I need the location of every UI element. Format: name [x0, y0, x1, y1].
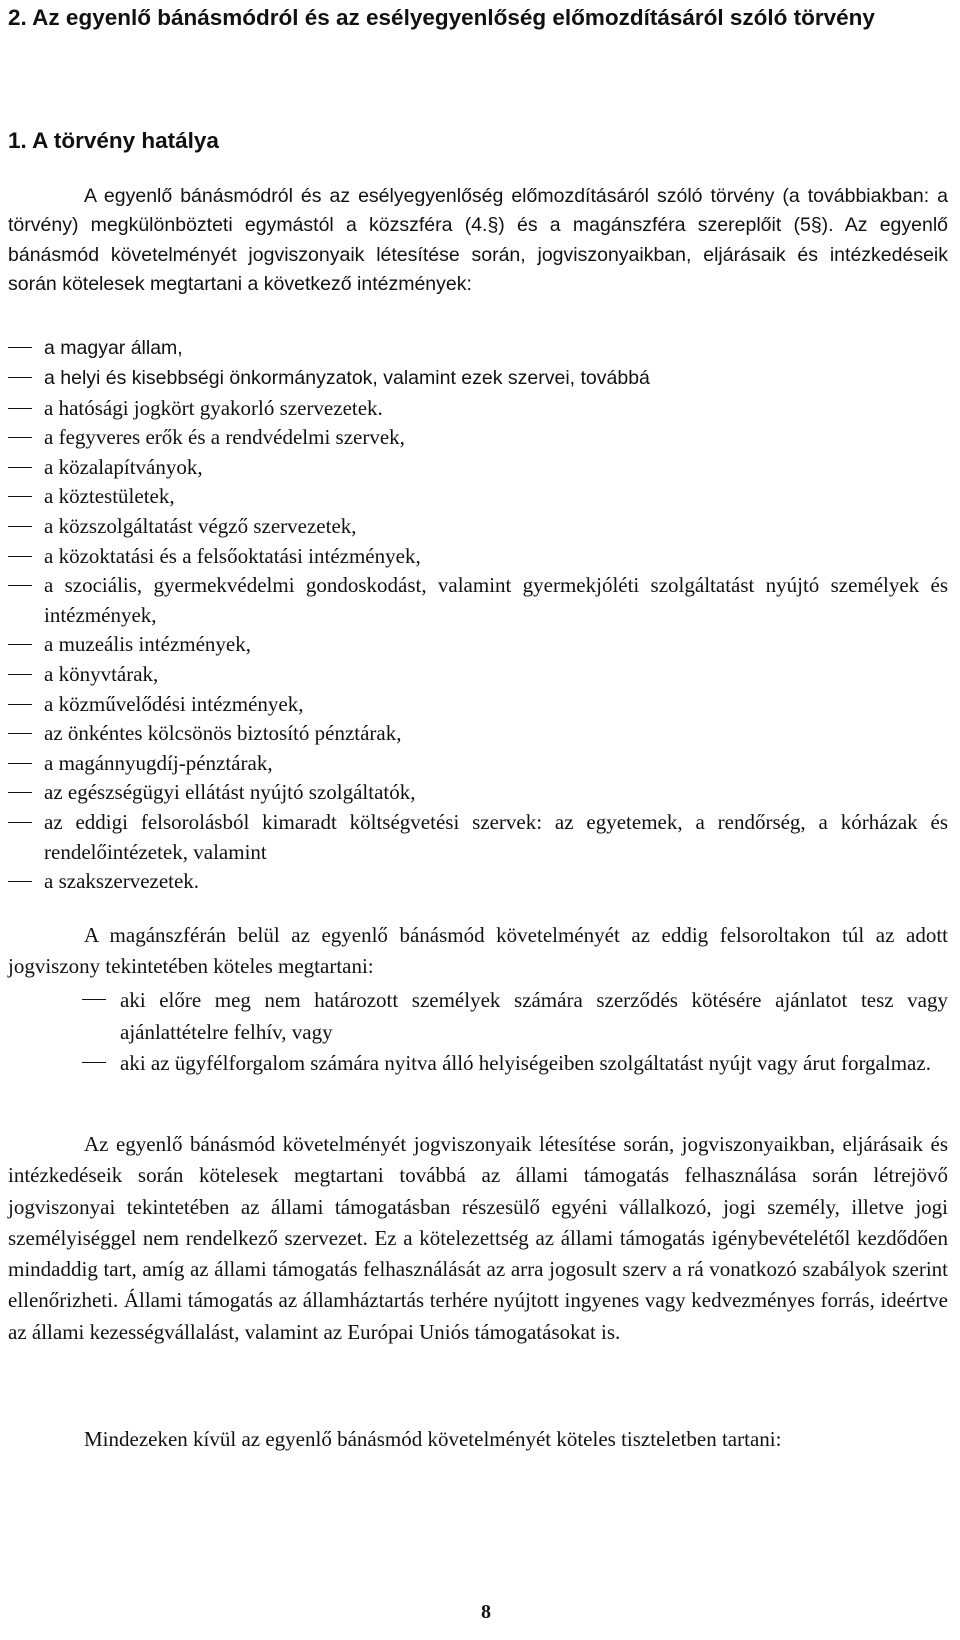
document-heading: 2. Az egyenlő bánásmódról és az esélyegyenlőség előmozdításáról szóló törvény — [8, 5, 875, 30]
state-aid-paragraph: Az egyenlő bánásmód követelményét jogviszonyaik létesítése során, jogviszonyaikban, eljárásaik és intézkedéseik során kötelesek megtartani továbbá az állami támogatás felhasználása során létrejövő jogviszonyai tekintetében az állami támogatásban részesülő egyéni vállalkozó, jogi személy, illetve jogi személyiséggel nem rendelkező szervezet. Ez a kötelezettség az állami támogatás igénybevételétől kezdődően mindaddig tart, amíg az állami támogatás felhasználását az arra jogosult szerv a rá vonatkozó szabályok szerint ellenőrizheti. Állami támogatás az államháztartás terhére nyújtott ingyenes vagy kedvezményes forrás, ideértve az állami kezességvállalást, valamint az Európai Uniós támogatásokat is. — [8, 1132, 948, 1344]
list-item: a közművelődési intézmények, — [44, 691, 304, 716]
list-item: az eddigi felsorolásból kimaradt költségvetési szervek: az egyetemek, a rendőrség, a kórházak és rendelőintézetek, valamint — [44, 809, 948, 864]
intro-paragraph: A egyenlő bánásmódról és az esélyegyenlőség előmozdításáról szóló törvény (a továbbiakban: a törvény) megkülönbözteti egymástól a közszféra (4.§) és a magánszféra szereplőit (5§). Az egyenlő bánásmód követelményét jogviszonyaik létesítése során, jogviszonyaikban, eljárásaik és intézkedéseik során kötelesek megtartani a következő intézmények: — [8, 185, 948, 295]
list-item: a közalapítványok, — [44, 454, 203, 479]
list-item: aki előre meg nem határozott személyek számára szerződés kötésére ajánlatot tesz vagy ajánlattételre felhív, vagy — [120, 988, 948, 1044]
list-item: a fegyveres erők és a rendvédelmi szervek, — [44, 425, 405, 450]
list-item: az egészségügyi ellátást nyújtó szolgáltatók, — [44, 780, 416, 805]
list-item: a köztestületek, — [44, 484, 175, 509]
list-item: a könyvtárak, — [44, 661, 159, 686]
list-item: a helyi és kisebbségi önkormányzatok, valamint ezek szervei, továbbá — [44, 367, 650, 390]
list-item: a magánnyugdíj-pénztárak, — [44, 750, 273, 775]
final-paragraph: Mindezeken kívül az egyenlő bánásmód követelményét köteles tiszteletben tartani: — [84, 1427, 782, 1451]
list-item: a hatósági jogkört gyakorló szervezetek. — [44, 395, 383, 420]
list-item: a szakszervezetek. — [44, 869, 200, 894]
list-item: a közszolgáltatást végző szervezetek, — [44, 513, 357, 538]
page-number: 8 — [481, 1601, 491, 1623]
list-item: a szociális, gyermekvédelmi gondoskodást, valamint gyermekjóléti szolgáltatást nyújtó személyek és intézmények, — [44, 573, 948, 627]
list-item: a magyar állam, — [44, 337, 183, 359]
section-heading: 1. A törvény hatálya — [8, 128, 219, 153]
list-item: a közoktatási és a felsőoktatási intézmények, — [44, 543, 421, 568]
list-item: az önkéntes kölcsönös biztosító pénztárak, — [44, 721, 402, 746]
public-entities-list — [8, 333, 948, 897]
list-item: a muzeális intézmények, — [44, 632, 251, 657]
list-item: aki az ügyfélforgalom számára nyitva álló helyiségeiben szolgáltatást nyújt vagy árut forgalmaz. — [120, 1051, 931, 1075]
private-sector-paragraph: A magánszférán belül az egyenlő bánásmód követelményét az eddig felsoroltakon túl az adott jogviszony tekintetében köteles megtartani: — [8, 923, 948, 979]
private-entities-list — [82, 985, 948, 1080]
